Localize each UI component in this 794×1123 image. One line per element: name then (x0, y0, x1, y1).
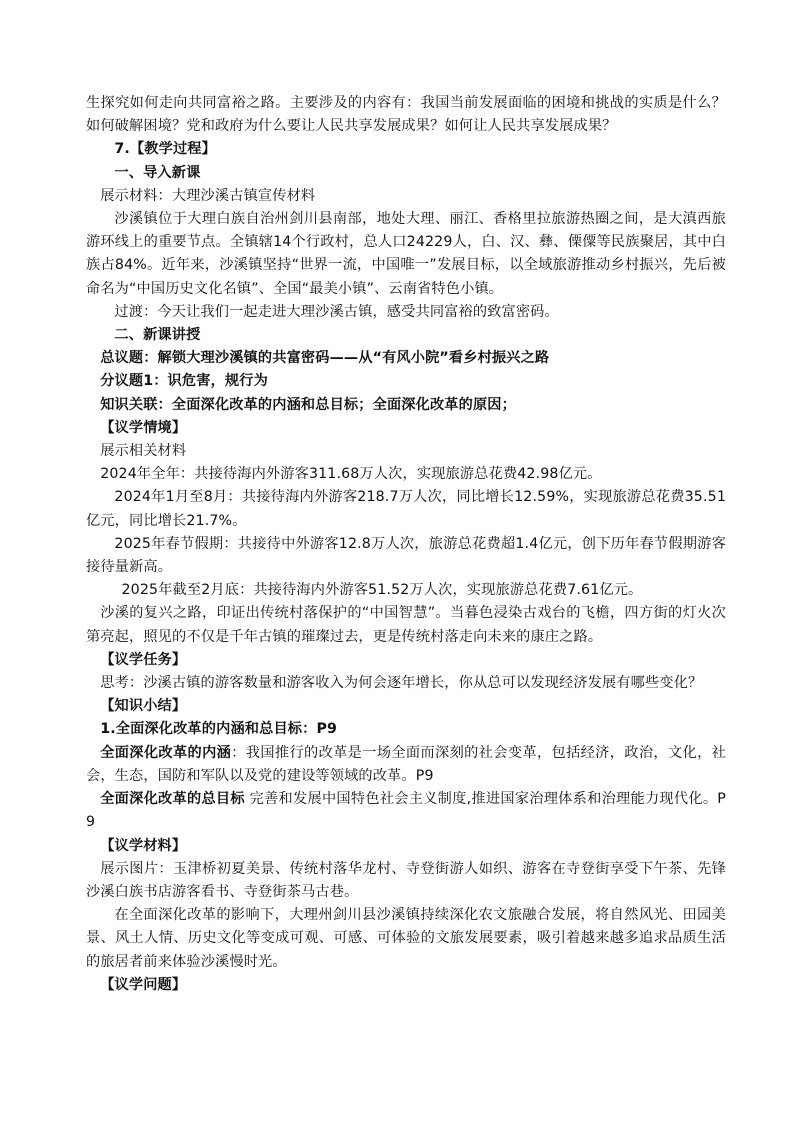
intro-paragraph: 生探究如何走向共同富裕之路。主要涉及的内容有：我国当前发展面临的困境和挑战的实质是什么？如何破解困境？党和政府为什么要让人民共享发展成果？如何让人民共享发展成果？ (86, 95, 726, 135)
heading-question: 【议学问题】 (100, 976, 187, 993)
sub-topic-1: 分议题1：识危害，规行为 (100, 373, 268, 390)
stat-2024-full-year: 2024年全年：共接待海内外游客311.68万人次，实现旅游总花费42.98亿元。 (100, 466, 602, 483)
shaxi-description-paragraph: 沙溪镇位于大理白族自治州剑川县南部，地处大理、丽江、香格里拉旅游热圈之间，是大滇西旅游环线上的重要节点。全镇辖14个行政村，总人口24229人，白、汉、彝、傈僳等民族聚居，其中白族占84%。近年来，沙溪镇坚持“世界一流，中国唯一”发展目标，以全域旅游推动乡村振兴，先后被命名为“中国历史文化名镇”、全国“最美小镇”、云南省特色小镇。 (86, 211, 726, 297)
material-label: 展示材料：大理沙溪古镇宣传材料 (100, 187, 316, 204)
heading-situation: 【议学情境】 (100, 419, 187, 436)
document-page (86, 92, 726, 997)
connotation-paragraph (86, 742, 726, 788)
section-heading-intro-lesson: 一、导入新课 (114, 164, 201, 181)
knowledge-link: 知识关联：全面深化改革的内涵和总目标；全面深化改革的原因； (100, 396, 516, 413)
main-topic: 总议题：解锁大理沙溪镇的共富密码——从“有风小院”看乡村振兴之路 (100, 350, 550, 367)
stat-2024-jan-aug: 2024年1月至8月：共接待海内外游客218.7万人次，同比增长12.59%，实现旅游总花费35.51亿元，同比增长21.7%。 (86, 489, 726, 529)
goal-text: 完善和发展中国特色社会主义制度,推进国家治理体系和治理能力现代化。P9 (86, 791, 726, 831)
think-question: 思考：沙溪古镇的游客数量和游客收入为何会逐年增长，你从总可以发现经济发展有哪些变化？ (100, 675, 703, 692)
goal-label: 全面深化改革的总目标 (100, 791, 245, 808)
section-heading-teaching-process: 7.【教学过程】 (114, 141, 216, 158)
revival-paragraph: 沙溪的复兴之路，印证出传统村落保护的“中国智慧”。当暮色浸染古戏台的飞檐，四方街的灯火次第亮起，照见的不仅是千年古镇的璀璨过去，更是传统村落走向未来的康庄之路。 (86, 605, 726, 645)
stat-2025-to-february: 2025年截至2月底：共接待海内外游客51.52万人次，实现旅游总花费7.61亿元。 (121, 582, 643, 599)
goal-paragraph (86, 788, 726, 834)
heading-task: 【议学任务】 (100, 651, 187, 668)
summary-item-1: 1.全面深化改革的内涵和总目标：P9 (100, 721, 338, 738)
transition-paragraph: 过渡：今天让我们一起走进大理沙溪古镇，感受共同富裕的致富密码。 (114, 303, 559, 320)
heading-material: 【议学材料】 (100, 837, 187, 854)
connotation-text: ：我国推行的改革是一场全面而深刻的社会变革，包括经济，政治，文化，社会，生态，国防和军队以及党的建设等领域的改革。P9 (86, 744, 726, 784)
reform-impact-paragraph: 在全面深化改革的影响下，大理州剑川县沙溪镇持续深化农文旅融合发展，将自然风光、田园美景、风土人情、历史文化等变成可观、可感、可体验的文旅发展要素，吸引着越来越多追求品质生活的旅居者前来体验沙溪慢时光。 (86, 907, 726, 970)
stat-2025-spring-festival: 2025年春节假期：共接待中外游客12.8万人次，旅游总花费超1.4亿元，创下历年春节假期游客接待量新高。 (86, 535, 726, 576)
connotation-label: 全面深化改革的内涵 (100, 744, 232, 761)
section-heading-new-lesson: 二、新课讲授 (114, 327, 201, 344)
show-material-label: 展示相关材料 (100, 443, 187, 460)
heading-knowledge-summary: 【知识小结】 (100, 698, 187, 715)
show-pictures-paragraph: 展示图片：玉津桥初夏美景、传统村落华龙村、寺登街游人如织、游客在寺登街享受下午茶、先锋沙溪白族书店游客看书、寺登街茶马古巷。 (86, 860, 726, 900)
